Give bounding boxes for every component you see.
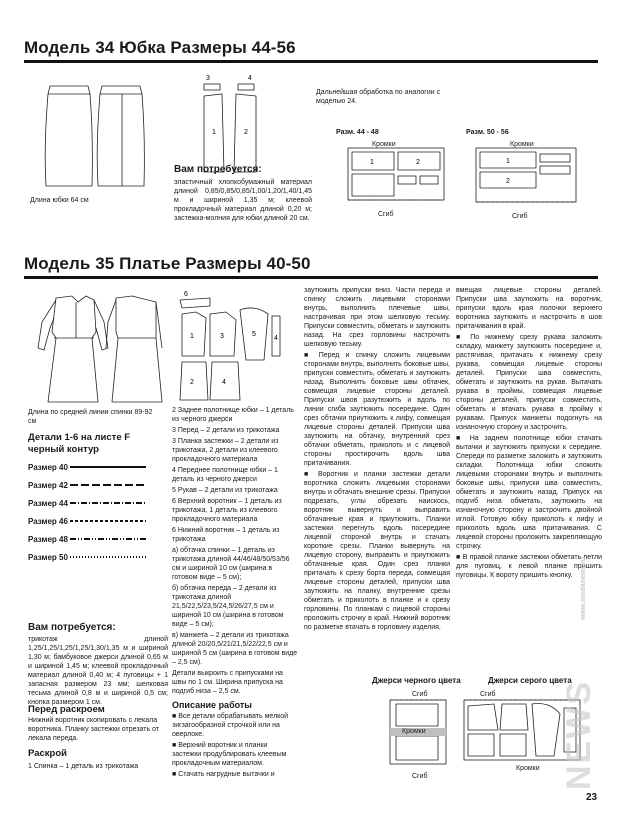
dress-figure — [34, 292, 162, 412]
layout-b-fold-label: Сгиб — [512, 213, 528, 220]
size-legend-row — [28, 494, 168, 512]
size-legend-label: Размер 46 — [28, 516, 68, 526]
size-legend-row — [28, 530, 168, 548]
svg-text:2: 2 — [416, 159, 420, 166]
black-jersey-title: Джерси черного цвета — [372, 676, 461, 685]
black-jersey-fold-label-bottom: Сгиб — [412, 773, 428, 780]
work-item — [172, 712, 298, 739]
watermark-url: www.modanews.ru — [580, 556, 587, 620]
before-cut-title: Перед раскроем — [28, 704, 105, 715]
model-35-materials-text: трикотаж длиной 1,25/1,25/1,25/1,25/1,30/1,35 м и шириной 1,30 м; бамбуковое джерси длиной 0,65 м и шириной 1,45 м; клеевой прокладочный материал длиной 0,40 м; 4 пуговицы + 1 запасная размером 23 мм; шелковая тесьма длиной 0,8 м и шириной 0,5 см; кнопка размером 1 см. — [28, 636, 168, 706]
cutting-list-item-text: Детали выкроить с припусками на швы по 1 см. Ширина припуска на подгиб низа – 2,5 см. — [172, 670, 283, 695]
bullet-icon: ■ — [172, 713, 179, 720]
grey-jersey-edge-label: Кромки — [516, 765, 540, 772]
cutting-list-item-text: 2 Заднее полотнище юбки – 1 деталь из черного джерси — [172, 407, 294, 423]
size-legend — [28, 458, 168, 566]
bullet-icon: ■ — [304, 352, 319, 359]
cutting-list-item — [172, 631, 298, 667]
layout-a-edge-label: Кромки — [372, 141, 396, 148]
bullet-icon: ■ — [304, 471, 318, 478]
size-legend-line — [68, 482, 148, 488]
bullet-icon: ■ — [456, 334, 471, 341]
size-legend-line — [68, 464, 148, 470]
size-legend-line — [68, 518, 148, 524]
instruction-paragraph-text: вмещая лицевые стороны деталей. Припуски шва заутюжить на воротник, припуски вдоль края полочки верхнего воротника заутюжить и настрочить в шов притачивания в край. — [456, 287, 602, 330]
cutting-list-item-text: 3 Перед – 2 детали из трикотажа — [172, 427, 280, 434]
work-description-title: Описание работы — [172, 700, 252, 710]
cutting-list-item-text: в) манжета – 2 детали из трикотажа длиной 20/20,5/21/21,5/22/22,5 см и шириной 5 см (ширина в готовом виде – 2,5 см). — [172, 632, 298, 666]
grey-jersey-title: Джерси серого цвета — [488, 676, 572, 685]
skirt-figure — [38, 80, 148, 200]
cutting-list-item — [172, 526, 298, 544]
layout-b-size-label: Разм. 50 - 56 — [466, 129, 509, 136]
details-title: Детали 1-6 на листе F черный контур — [28, 432, 131, 455]
size-legend-row — [28, 548, 168, 566]
cutting-list-item-text: 6 Верхний воротник – 1 деталь из трикотажа, 1 деталь из клеевого прокладочного материала — [172, 498, 282, 523]
instruction-paragraph-text: заутюжить припуски вниз. Части переда и спинку сложить лицевыми сторонами внутрь, выполнить плечевые швы, настрачивая при этом шелковую тесьму. Припуски совместить, обметать и заутюжить назад. На срез горловины настрочить шелковую тесьму. — [304, 287, 450, 348]
continuation-note: Дальнейшая обработка по аналогии с моделью 24. — [316, 89, 441, 105]
size-legend-label: Размер 44 — [28, 498, 68, 508]
cutting-list-item-text: б) обтачка переда – 2 детали из трикотажа длиной 21,5/22,5/23,5/24,5/26/27,5 см и шириной 10 см (ширина в готовом виде – 5 см); — [172, 585, 284, 628]
cutting-list-item-text: а) обтачка спинки – 1 деталь из трикотажа длиной 44/46/48/50/53/56 см и шириной 10 см (ширина в готовом виде – 5 см); — [172, 547, 290, 581]
watermark-logo: NEWS — [560, 680, 598, 790]
before-cut-text: Нижний воротник скопировать с лекала воротника. Планку застежки отрезать от лекала переда. — [28, 717, 160, 742]
instructions-column-1 — [304, 286, 450, 634]
cutting-list-item-text: 4 Переднее полотнище юбки – 1 деталь из черного джерси — [172, 467, 278, 483]
model-34-materials-text: эластичный хлопкобумажный материал длиной 0,85/0,85/0,85/1,00/1,20/1,40/1,45 м и шириной 1,35 м; клеевой прокладочный материал длиной 0,20 м; застежка-молния для юбки длиной 20 см. — [174, 179, 312, 222]
svg-text:1: 1 — [370, 159, 374, 166]
layout-b-diagram — [476, 148, 580, 210]
cutting-list-item — [172, 426, 298, 435]
size-legend-label: Размер 42 — [28, 480, 68, 490]
model-34-heading: Модель 34 Юбка Размеры 44-56 — [24, 38, 296, 57]
cutting-list-item — [172, 437, 298, 464]
layout-a-fold-label: Сгиб — [378, 211, 394, 218]
layout-b-edge-label: Кромки — [510, 141, 534, 148]
instruction-paragraph — [456, 333, 602, 432]
page-number: 23 — [586, 792, 598, 803]
size-legend-label: Размер 40 — [28, 462, 68, 472]
svg-text:2: 2 — [190, 379, 194, 386]
black-jersey-fold-label: Сгиб — [412, 691, 428, 698]
model-35-materials-title: Вам потребуется: — [28, 622, 116, 633]
instruction-paragraph-text: Воротник и планки застежки детали воротника сложить лицевыми сторонами внутрь и обтачать внешние срезы. Припуски подрезать, углы обрезать наискось, воротник вывернуть и выправить обтачанные края и приутюжить. Планки застежки перегнуть вдоль посередине лицевой стороной внутрь и стачать короткие срезы. Планки вывернуть на лицевую сторону, выправить и приутюжить обтачанные края. Один срез планки притачать к срезу борта переда, совмещая лицевые стороны деталей, припуски шва заутюжить на планку, внутренние срезы обметать и приколоть в планке и к срезу горловины. По планкам с лицевой стороны проложить строчку в край. Нижний воротник по разметке втачать в горловину изделия, — [304, 471, 450, 631]
size-legend-row — [28, 458, 168, 476]
instruction-paragraph — [304, 286, 450, 349]
cutting-first-item: 1 Спинка – 1 деталь из трикотажа — [28, 763, 139, 770]
skirt-length-caption: Длина юбки 64 см — [30, 197, 89, 204]
bullet-icon: ■ — [172, 771, 179, 778]
size-legend-row — [28, 512, 168, 530]
size-legend-line — [68, 500, 148, 506]
svg-text:2: 2 — [506, 178, 510, 185]
size-legend-line — [68, 536, 148, 542]
cutting-list-item — [172, 584, 298, 629]
svg-text:3: 3 — [220, 333, 224, 340]
layout-a-diagram — [348, 148, 448, 208]
cutting-list-item-text: 6 Нижний воротник – 1 деталь из трикотажа — [172, 527, 280, 543]
size-legend-row — [28, 476, 168, 494]
instruction-paragraph-text: На заднем полотнище юбки стачать вытачки и заутюжить припуски к середине. Спереди по разметке заложить и заутюжить складки. Полотнища юбки сложить лицевыми сторонами внутрь и выполнить боковые швы, припуски шва совместить, обметать и заутюжить назад. Припуск на подгиб низа обметать, заутюжить на изнаночную сторону и застрочить двойной иглой. Готовую юбку приколоть к лифу и приколоть вдоль шва притачивания. С лицевой стороны проложить закрепляющую строчку. — [456, 435, 602, 550]
cutting-list-item — [172, 546, 298, 582]
svg-text:5: 5 — [252, 331, 256, 338]
dress-length-caption: Длина по средней линии спинки 89-92 см — [28, 409, 153, 425]
size-legend-label: Размер 50 — [28, 552, 68, 562]
layout-a-size-label: Разм. 44 - 48 — [336, 129, 379, 136]
cutting-list-item-text: 3 Планка застежки – 2 детали из трикотажа, 2 детали из клеевого прокладочного материала — [172, 438, 279, 463]
model-35-rule — [24, 276, 598, 279]
cutting-list-item — [172, 406, 298, 424]
dress-pattern-pieces — [176, 290, 300, 406]
model-34-materials-title: Вам потребуется: — [174, 164, 262, 175]
svg-text:1: 1 — [506, 158, 510, 165]
instruction-paragraph — [304, 470, 450, 632]
svg-text:4: 4 — [274, 335, 278, 342]
work-item-text: Все детали обрабатывать мелкой зигзагообразной строчкой или на оверлоке. — [172, 713, 289, 738]
size-legend-label: Размер 48 — [28, 534, 68, 544]
cutting-list-item — [172, 669, 298, 696]
svg-text:4: 4 — [222, 379, 226, 386]
size-legend-line — [68, 554, 148, 560]
bullet-icon: ■ — [456, 554, 463, 561]
work-item — [172, 770, 298, 779]
svg-text:1: 1 — [190, 333, 194, 340]
piece-num-4: 4 — [248, 75, 252, 82]
cutting-list-item — [172, 497, 298, 524]
bullet-icon: ■ — [172, 742, 179, 749]
work-item-text: Верхний воротник и планки застежки продублировать клеевым прокладочным материалом. — [172, 742, 287, 767]
cutting-list-item-text: 5 Рукав – 2 детали из трикотажа — [172, 487, 278, 494]
svg-text:2: 2 — [244, 129, 248, 136]
svg-text:6: 6 — [184, 291, 188, 298]
instructions-column-2 — [456, 286, 602, 582]
cutting-list-item — [172, 466, 298, 484]
cutting-list-column — [172, 406, 298, 781]
cutting-title: Раскрой — [28, 748, 67, 759]
cutting-list-item — [172, 486, 298, 495]
model-34-rule — [24, 60, 598, 63]
model-35-heading: Модель 35 Платье Размеры 40-50 — [24, 254, 311, 273]
instruction-paragraph — [304, 351, 450, 468]
instruction-paragraph-text: По нижнему срезу рукава заложить складку, манжету заутюжить посередине и, растягивая, притачать к нижнему срезу рукава, совмещая лицевые стороны деталей. Припуски шва совместить, обметать и заутюжить на рукав. Вытачать рукава в проймы, совмещая лицевые стороны деталей, припуски совместить, обметать и втачать рукава в пройму к рукавам. Припуск манжеты подогнуть на изнаночную сторону и застрочить. — [456, 334, 602, 431]
work-item — [172, 741, 298, 768]
instruction-paragraph — [456, 286, 602, 331]
instruction-paragraph-text: Перед и спинку сложить лицевыми сторонами внутрь, выполнить боковые швы, припуски совместить, обметать и заутюжить назад. Выполнить боковые швы обтачек, совмещая лицевые стороны деталей. Припуски швов разутюжить и вдоль по линии сгиба заутюжить посередине. Один срез обтачки приутюжить к лифу, совмещая лицевые стороны деталей. Припуски шва заутюжить на обтачку, внутренний срез обтачки обметать, приколоть и с лицевой стороны простирочить вдоль шва притачивания. — [304, 352, 450, 467]
instruction-paragraph — [456, 434, 602, 551]
instruction-paragraph-text: В правой планке застежки обметать петли для пуговиц, к левой планке пришить пуговицы. К вороту пришить кнопку. — [456, 554, 602, 579]
work-item-text: Стачать нагрудные вытачки и — [178, 771, 275, 778]
grey-jersey-fold-label: Сгиб — [480, 691, 496, 698]
piece-num-3: 3 — [206, 75, 210, 82]
black-jersey-edge-label: Кромки — [402, 728, 426, 735]
svg-text:1: 1 — [212, 129, 216, 136]
bullet-icon: ■ — [456, 435, 470, 442]
